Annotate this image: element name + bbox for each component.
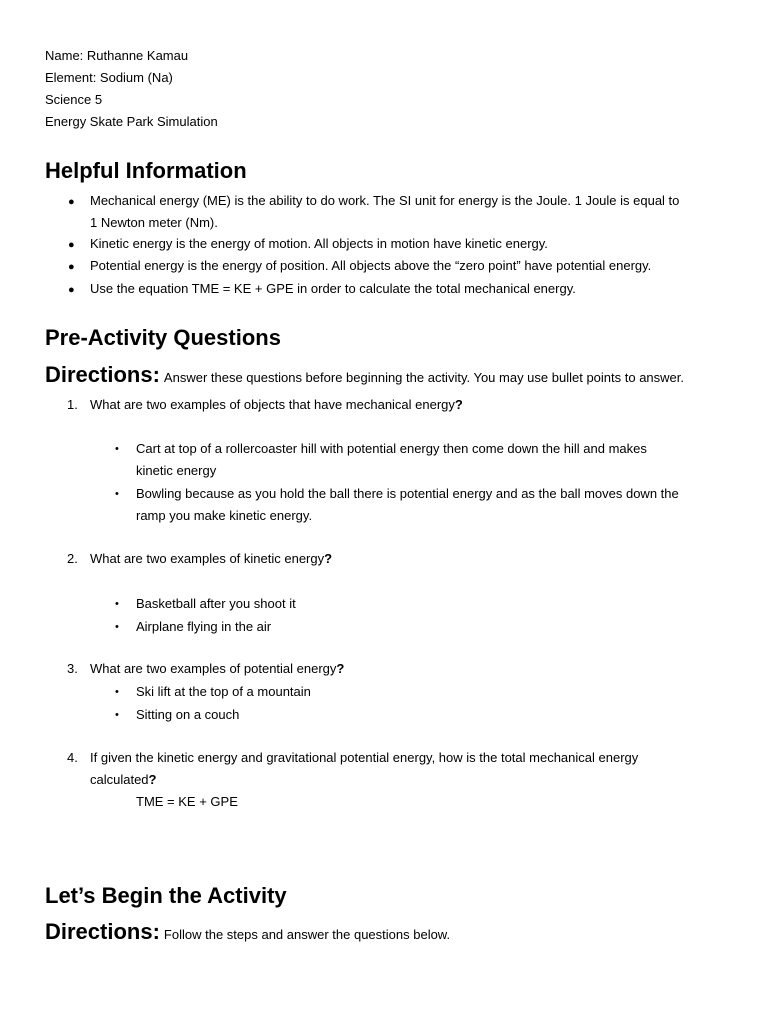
helpful-item-1-cont: 1 Newton meter (Nm).: [90, 215, 218, 230]
question-number: 4.: [67, 750, 78, 765]
answer-2a: Basketball after you shoot it: [136, 596, 296, 611]
answer-3b: Sitting on a couch: [136, 707, 240, 722]
answer-1a-cont: kinetic energy: [136, 463, 217, 478]
directions-text: Follow the steps and answer the questions below.: [163, 927, 451, 942]
class-line: Science 5: [45, 92, 103, 107]
bullet-icon: ●: [68, 284, 75, 296]
bullet-icon: •: [115, 488, 119, 500]
answer-4: TME = KE + GPE: [136, 794, 238, 809]
question-mark: ?: [324, 551, 333, 566]
question-1: [90, 397, 463, 413]
bullet-icon: ●: [68, 196, 75, 208]
helpful-item-3: Potential energy is the energy of position. All objects above the “zero point” have potential energy.: [90, 258, 652, 273]
question-2: [90, 551, 332, 567]
helpful-heading: Helpful Information: [45, 158, 247, 183]
activity-directions: [45, 919, 450, 948]
bullet-icon: ●: [68, 239, 75, 251]
element-line: Element: Sodium (Na): [45, 70, 173, 85]
question-mark: ?: [336, 661, 345, 676]
activity-heading: Let’s Begin the Activity: [45, 883, 287, 908]
question-4-cont: [90, 772, 157, 788]
question-3-text: What are two examples of potential energy: [90, 661, 337, 676]
question-4: If given the kinetic energy and gravitational potential energy, how is the total mechanical energy: [90, 750, 639, 765]
answer-3a: Ski lift at the top of a mountain: [136, 684, 311, 699]
bullet-icon: ●: [68, 261, 75, 273]
bullet-icon: •: [115, 709, 119, 721]
pre-activity-heading: Pre-Activity Questions: [45, 325, 281, 350]
helpful-item-2: Kinetic energy is the energy of motion. All objects in motion have kinetic energy.: [90, 236, 548, 251]
question-mark: ?: [454, 397, 463, 412]
bullet-icon: •: [115, 686, 119, 698]
answer-1b: Bowling because as you hold the ball there is potential energy and as the ball moves down the: [136, 486, 679, 501]
answer-1a: Cart at top of a rollercoaster hill with potential energy then come down the hill and makes: [136, 441, 647, 456]
question-4-text: calculated: [90, 772, 149, 787]
bullet-icon: •: [115, 598, 119, 610]
assignment-title: Energy Skate Park Simulation: [45, 114, 218, 129]
pre-activity-directions: [45, 362, 684, 391]
question-number: 3.: [67, 661, 78, 676]
question-mark: ?: [148, 772, 157, 787]
directions-label: Directions:: [45, 919, 160, 944]
question-2-text: What are two examples of kinetic energy: [90, 551, 325, 566]
question-3: [90, 661, 344, 677]
bullet-icon: •: [115, 621, 119, 633]
directions-text: Answer these questions before beginning the activity. You may use bullet points to answer.: [163, 370, 685, 385]
student-name: Name: Ruthanne Kamau: [45, 48, 189, 63]
answer-1b-cont: ramp you make kinetic energy.: [136, 508, 313, 523]
answer-2b: Airplane flying in the air: [136, 619, 272, 634]
question-number: 1.: [67, 397, 78, 412]
question-1-text: What are two examples of objects that have mechanical energy: [90, 397, 455, 412]
helpful-item-1: Mechanical energy (ME) is the ability to do work. The SI unit for energy is the Joule. 1 Joule is equal to: [90, 193, 680, 208]
directions-label: Directions:: [45, 362, 160, 387]
question-number: 2.: [67, 551, 78, 566]
helpful-item-4: Use the equation TME = KE + GPE in order to calculate the total mechanical energy.: [90, 281, 576, 296]
bullet-icon: •: [115, 443, 119, 455]
